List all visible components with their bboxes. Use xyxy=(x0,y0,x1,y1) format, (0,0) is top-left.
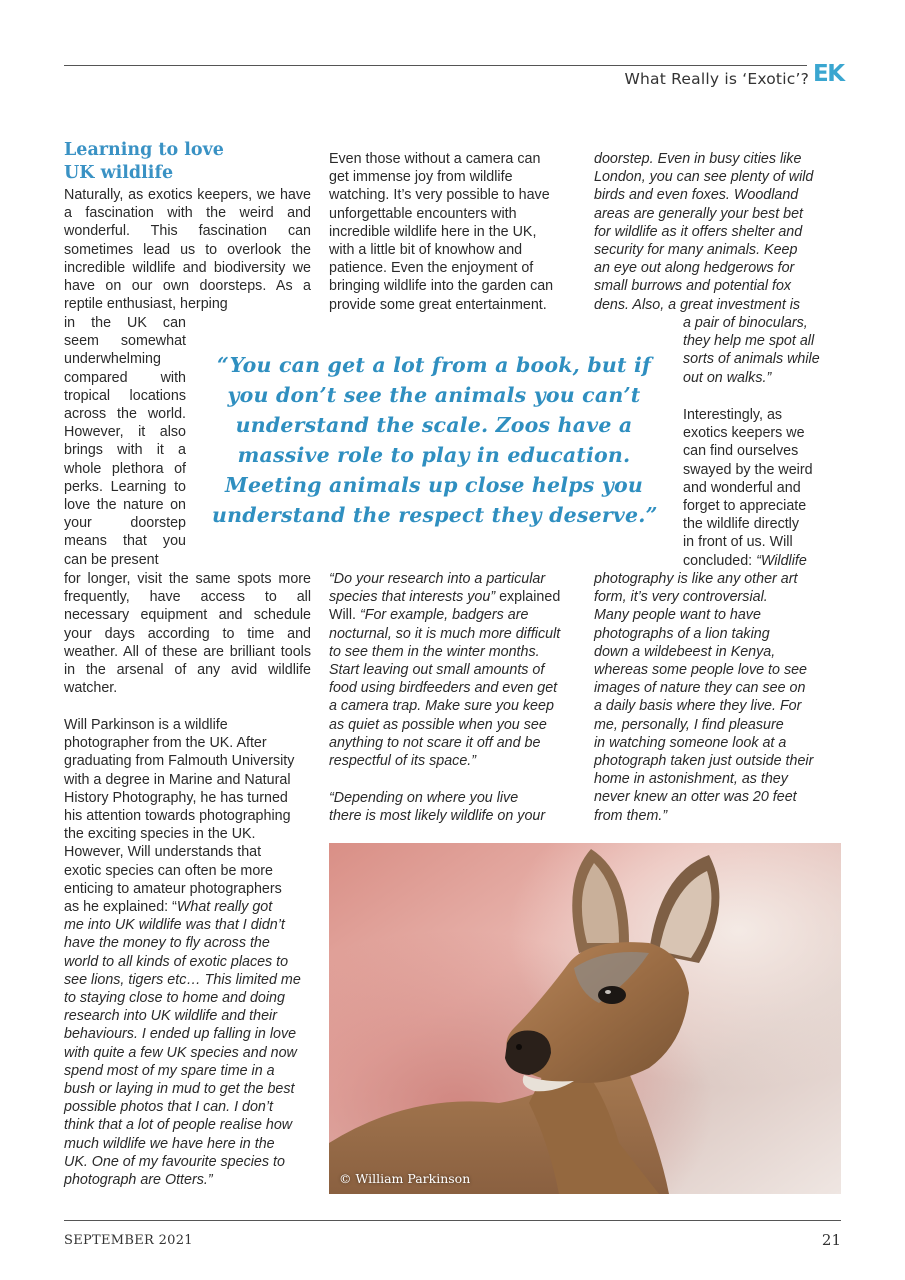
quote-line: a camera trap. Make sure you keep xyxy=(329,698,554,715)
binoculars-paragraph xyxy=(683,314,843,387)
text-line: Will Parkinson is a wildlife xyxy=(64,717,228,733)
quote-line: an eye out along hedgerows for xyxy=(594,260,795,277)
header-rule xyxy=(64,65,807,66)
photography-quote-paragraph xyxy=(594,570,844,825)
quote-line: sorts of animals while xyxy=(683,351,820,368)
pull-quote-line: you don’t see the animals you can’t xyxy=(227,383,641,407)
quote-line: me into UK wildlife was that I didn’t xyxy=(64,917,285,934)
text-line xyxy=(64,898,314,916)
text-line: swayed by the weird xyxy=(683,461,813,478)
quote-line: Many people want to have xyxy=(594,607,761,624)
quote-line: have the money to fly across the xyxy=(64,935,270,952)
quote-line: behaviours. I ended up falling in love xyxy=(64,1026,297,1043)
quote-line: home in astonishment, as they xyxy=(594,771,788,788)
research-paragraph xyxy=(329,570,579,770)
quote-line: out on walks.” xyxy=(683,369,772,386)
quote-line: birds and even foxes. Woodland xyxy=(594,187,799,204)
text-line: in front of us. Will xyxy=(683,534,793,551)
quote-line: research into UK wildlife and their xyxy=(64,1008,277,1025)
quote-line: a pair of binoculars, xyxy=(683,315,808,331)
will-paragraph xyxy=(64,716,314,1189)
text-fragment: concluded: xyxy=(683,552,757,569)
intro-paragraph-wide: Naturally, as exotics keepers, we have a fascination with the weird and wonderful. This fascination can sometimes lead us to overlook the incredible wildlife and biodiversity we have on our own doorsteps. As a reptile enthusiast, herping xyxy=(64,187,311,313)
text-line xyxy=(329,588,579,606)
running-header-title: What Really is ‘Exotic’? xyxy=(624,70,809,88)
quote-fragment: “Wildlife xyxy=(756,552,807,569)
quote-line: form, it’s very controversial. xyxy=(594,589,768,606)
quote-line: anything to not scare it off and be xyxy=(329,734,541,751)
quote-line: whereas some people love to see xyxy=(594,662,807,679)
magazine-logo: EK xyxy=(813,61,844,87)
quote-line: as quiet as possible when you see xyxy=(329,716,547,733)
quote-line: think that a lot of people realise how xyxy=(64,1117,293,1134)
text-line: exotics keepers we xyxy=(683,425,805,442)
heading-line: Learning to love xyxy=(64,140,224,160)
text-line: exotic species can often be more xyxy=(64,862,274,879)
quote-line: bush or laying in mud to get the best xyxy=(64,1081,295,1098)
quote-line: Start leaving out small amounts of xyxy=(329,662,545,679)
text-line: with a degree in Marine and Natural xyxy=(64,771,291,788)
issue-date: SEPTEMBER 2021 xyxy=(64,1233,193,1248)
text-fragment: as he explained: “ xyxy=(64,899,177,916)
quote-line: to see them in the winter months. xyxy=(329,643,540,660)
deer-photo xyxy=(329,843,841,1194)
quote-line: doorstep. Even in busy cities like xyxy=(594,151,802,167)
text-line: graduating from Falmouth University xyxy=(64,753,295,770)
quote-line: there is most likely wildlife on your xyxy=(329,808,546,825)
quote-line: dens. Also, a great investment is xyxy=(594,296,801,313)
quote-line: respectful of its space.” xyxy=(329,753,477,770)
quote-line: food using birdfeeders and even get xyxy=(329,680,558,697)
quote-line: photography is like any other art xyxy=(594,571,798,587)
pull-quote-line: “You can get a lot from a book, but if xyxy=(217,353,651,377)
text-line: forget to appreciate xyxy=(683,498,807,515)
text-line: patience. Even the enjoyment of xyxy=(329,260,534,277)
quote-line: areas are generally your best bet xyxy=(594,205,804,222)
text-line: his attention towards photographing xyxy=(64,808,291,825)
quote-line: small burrows and potential fox xyxy=(594,278,792,295)
quote-line: photographs of a lion taking xyxy=(594,625,770,642)
footer-rule xyxy=(64,1220,841,1221)
quote-line: photograph taken just outside their xyxy=(594,753,814,770)
text-fragment: Will. xyxy=(329,607,360,624)
quote-line: spend most of my spare time in a xyxy=(64,1062,275,1079)
page-number: 21 xyxy=(821,1231,841,1249)
quote-line: down a wildebeest in Kenya, xyxy=(594,643,776,660)
quote-line: never knew an otter was 20 feet xyxy=(594,789,797,806)
text-line: However, Will understands that xyxy=(64,844,262,861)
heading-line: UK wildlife xyxy=(64,163,174,183)
quote-line: images of nature they can see on xyxy=(594,680,806,697)
text-line: can find ourselves xyxy=(683,443,799,460)
pull-quote xyxy=(212,350,656,530)
quote-line: they help me spot all xyxy=(683,333,815,350)
quote-line: nocturnal, so it is much more difficult xyxy=(329,625,561,642)
interestingly-paragraph xyxy=(683,406,853,570)
quote-line: to staying close to home and doing xyxy=(64,990,285,1007)
deer-illustration xyxy=(329,843,841,1194)
quote-line: me, personally, I find pleasure xyxy=(594,716,784,733)
garden-paragraph xyxy=(329,150,579,314)
quote-fragment: species that interests you” xyxy=(329,589,496,606)
text-fragment: explained xyxy=(495,589,561,606)
text-line: and wonderful and xyxy=(683,479,801,496)
quote-line: “Do your research into a particular xyxy=(329,571,546,587)
pull-quote-line: understand the respect they deserve.” xyxy=(212,503,658,527)
text-line: photographer from the UK. After xyxy=(64,735,267,752)
photo-credit: © William Parkinson xyxy=(339,1171,471,1186)
text-line: with a little bit of knowhow and xyxy=(329,242,523,259)
intro-paragraph-continued: for longer, visit the same spots more frequently, have access to all necessary equipment and schedule your days according to time and weather. All of these are brilliant tools in the arsenal of any avid wildlife watcher. xyxy=(64,571,311,697)
text-line: enticing to amateur photographers xyxy=(64,880,282,897)
text-line xyxy=(683,552,853,570)
quote-line: “Depending on where you live xyxy=(329,790,519,806)
quote-fragment: “For example, badgers are xyxy=(359,607,529,624)
intro-paragraph-narrow: in the UK can seem somewhat underwhelming compared with tropical locations across the world. However, it also brings with it a whole plethora of perks. Learning to love the nature on your doorstep means that you can be present xyxy=(64,315,186,568)
text-line xyxy=(329,606,579,624)
pull-quote-line: understand the scale. Zoos have a xyxy=(235,413,633,437)
text-line: get immense joy from wildlife xyxy=(329,169,513,186)
text-line: the exciting species in the UK. xyxy=(64,826,256,843)
pull-quote-line: massive role to play in education. xyxy=(237,443,631,467)
quote-line: London, you can see plenty of wild xyxy=(594,169,814,186)
quote-line: UK. One of my favourite species to xyxy=(64,1153,285,1170)
quote-line: with quite a few UK species and now xyxy=(64,1044,297,1061)
quote-line: much wildlife we have here in the xyxy=(64,1135,275,1152)
doorstep-paragraph xyxy=(594,150,844,314)
text-line: provide some great entertainment. xyxy=(329,296,547,313)
text-line: incredible wildlife here in the UK, xyxy=(329,223,537,240)
text-line: the wildlife directly xyxy=(683,516,800,533)
quote-line: from them.” xyxy=(594,807,668,824)
text-line: Interestingly, as xyxy=(683,407,783,423)
quote-line: world to all kinds of exotic places to xyxy=(64,953,289,970)
quote-line: photograph are Otters.” xyxy=(64,1172,213,1189)
quote-line: possible photos that I can. I don’t xyxy=(64,1099,274,1116)
quote-line: in watching someone look at a xyxy=(594,734,787,751)
pull-quote-line: Meeting animals up close helps you xyxy=(225,473,643,497)
quote-fragment: What really got xyxy=(176,899,273,916)
quote-line: see lions, tigers etc… This limited me xyxy=(64,971,301,988)
depending-paragraph xyxy=(329,789,579,825)
text-line: unforgettable encounters with xyxy=(329,205,517,222)
text-line: watching. It’s very possible to have xyxy=(329,187,550,204)
text-line: Even those without a camera can xyxy=(329,151,541,167)
text-line: bringing wildlife into the garden can xyxy=(329,278,554,295)
section-heading xyxy=(64,139,294,185)
quote-line: security for many animals. Keep xyxy=(594,242,798,259)
quote-line: a daily basis where they live. For xyxy=(594,698,802,715)
quote-line: for wildlife as it offers shelter and xyxy=(594,223,803,240)
text-line: History Photography, he has turned xyxy=(64,789,288,806)
